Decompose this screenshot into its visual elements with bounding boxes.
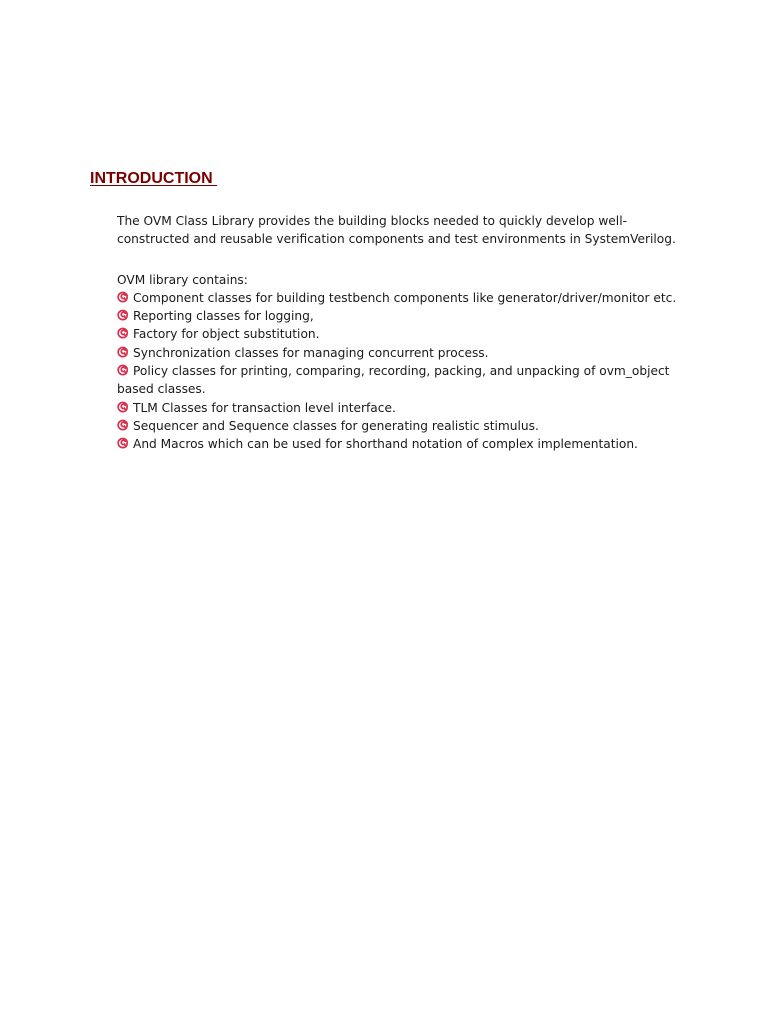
list-item [117, 399, 677, 417]
list-item-text: TLM Classes for transaction level interface. [133, 400, 396, 415]
swirl-bullet-icon [117, 291, 129, 303]
list-item [117, 344, 677, 362]
intro-paragraph: The OVM Class Library provides the building blocks needed to quickly develop well-constructed and reusable verification components and test environments in SystemVerilog. [117, 214, 676, 247]
swirl-bullet-icon [117, 401, 129, 413]
list-item-text: Component classes for building testbench components like generator/driver/monitor etc. [133, 290, 677, 305]
list-item-text: And Macros which can be used for shorthand notation of complex implementation. [133, 437, 638, 452]
swirl-bullet-icon [117, 364, 129, 376]
list-item [117, 325, 677, 343]
list-item [117, 307, 677, 325]
swirl-bullet-icon [117, 419, 129, 431]
swirl-bullet-icon [117, 309, 129, 321]
swirl-bullet-icon [117, 346, 129, 358]
feature-list [117, 289, 677, 454]
swirl-bullet-icon [117, 327, 129, 339]
list-item [117, 435, 677, 453]
list-item-text: Sequencer and Sequence classes for generating realistic stimulus. [133, 418, 539, 433]
list-item [117, 362, 677, 399]
list-item-text: Synchronization classes for managing concurrent process. [133, 345, 489, 360]
section-heading: INTRODUCTION [90, 170, 218, 187]
section-content [117, 212, 677, 454]
list-item-text: Policy classes for printing, comparing, recording, packing, and unpacking of ovm_object based classes. [117, 364, 670, 397]
list-item [117, 417, 677, 435]
list-item-text: Reporting classes for logging, [133, 309, 314, 324]
list-item [117, 289, 677, 307]
list-item-text: Factory for object substitution. [133, 327, 320, 342]
list-intro: OVM library contains: [117, 272, 248, 287]
swirl-bullet-icon [117, 437, 129, 449]
